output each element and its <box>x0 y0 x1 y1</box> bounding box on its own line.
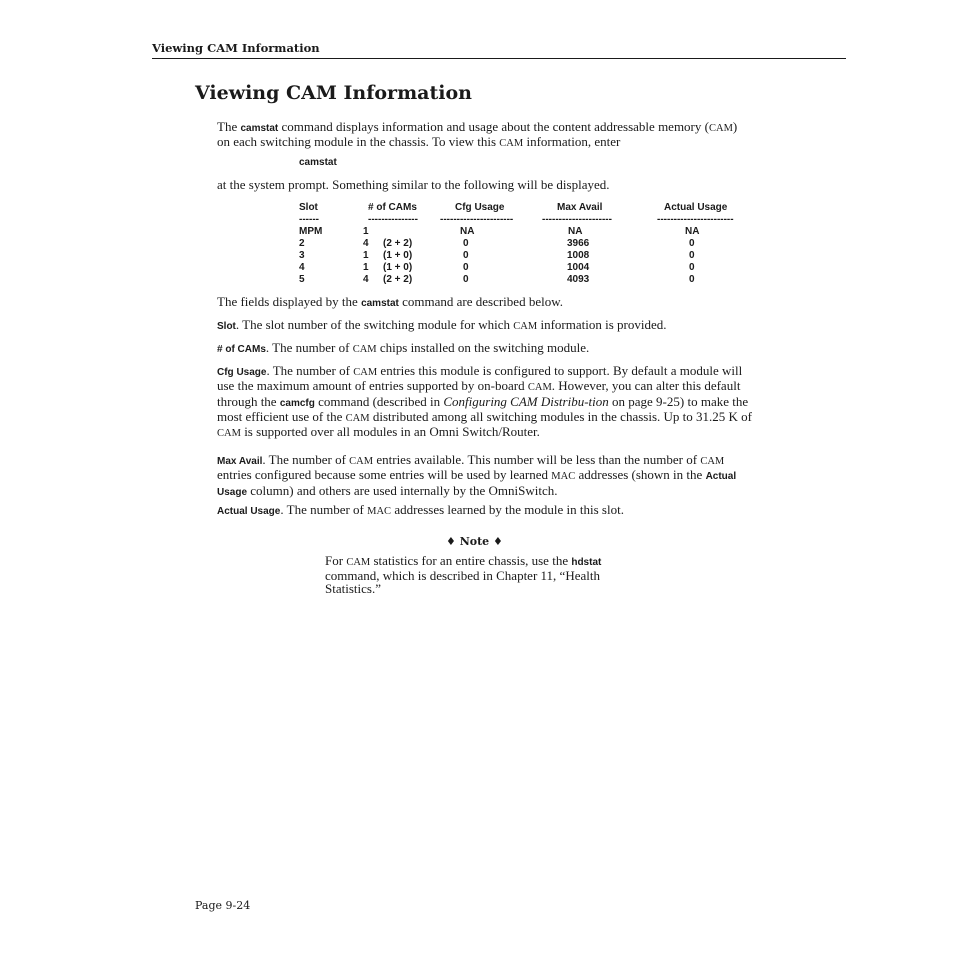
table-row <box>299 274 749 286</box>
table-row <box>299 262 749 274</box>
cell-cams: 1 <box>363 226 369 237</box>
table-row <box>299 238 749 250</box>
column-header-actual-usage: Actual Usage <box>664 202 728 213</box>
column-header-cams: # of CAMs <box>368 202 417 213</box>
command-name: hdstat <box>571 557 602 568</box>
dash-actual-usage: ----------------------- <box>657 214 734 225</box>
command-example: camstat <box>299 157 337 168</box>
cell-slot: 3 <box>299 250 305 261</box>
cell-cams: 1 <box>363 262 369 273</box>
command-name: camstat <box>240 123 279 134</box>
column-header-max-avail: Max Avail <box>557 202 603 213</box>
table-header-row <box>299 202 749 214</box>
table-row <box>299 226 749 238</box>
field-term: Cfg Usage <box>217 367 267 378</box>
field-term: Actual Usage <box>217 506 281 517</box>
column-header-cfg-usage: Cfg Usage <box>455 202 505 213</box>
cell-cfg-usage: 0 <box>463 274 469 285</box>
dash-cfg-usage: ---------------------- <box>440 214 514 225</box>
prompt-paragraph: at the system prompt. Something similar to the following will be displayed. <box>217 177 610 192</box>
cell-cfg-usage: 0 <box>463 250 469 261</box>
section-title: Viewing CAM Information <box>195 82 472 104</box>
cell-max-avail: 4093 <box>567 274 590 285</box>
cell-slot: 2 <box>299 238 305 249</box>
cell-actual-usage: 0 <box>689 262 695 273</box>
cell-slot: MPM <box>299 226 323 237</box>
running-head: Viewing CAM Information <box>152 41 320 55</box>
cell-breakdown: (1 + 0) <box>383 250 413 261</box>
dash-cams: --------------- <box>368 214 418 225</box>
field-actual-usage: Actual Usage. The number of MAC addresses learned by the module in this slot. <box>217 502 624 517</box>
field-cams: # of CAMs. The number of CAM chips installed on the switching module. <box>217 340 590 355</box>
column-header-slot: Slot <box>299 202 318 213</box>
cell-max-avail: 1004 <box>567 262 590 273</box>
command-name: camstat <box>361 298 399 309</box>
cell-actual-usage: 0 <box>689 250 695 261</box>
field-term: Slot <box>217 321 236 332</box>
cell-cams: 4 <box>363 238 369 249</box>
fields-intro: The fields displayed by the camstat command are described below. <box>217 294 563 309</box>
cell-cfg-usage: NA <box>460 226 475 237</box>
cell-breakdown: (1 + 0) <box>383 262 413 273</box>
cross-reference-link[interactable]: Configuring CAM Distribu-tion <box>443 393 609 409</box>
dash-max-avail: --------------------- <box>542 214 612 225</box>
dash-slot: ------ <box>299 214 319 225</box>
cell-actual-usage: 0 <box>689 274 695 285</box>
table-dash-row <box>299 214 749 225</box>
page-number: Page 9-24 <box>195 899 251 912</box>
cell-cams: 1 <box>363 250 369 261</box>
cell-max-avail: 1008 <box>567 250 590 261</box>
column-reference: Actual Usage <box>217 471 737 498</box>
cell-cfg-usage: 0 <box>463 238 469 249</box>
note-body: For CAM statistics for an entire chassis, use the hdstat command, which is described in Chapter 11, “Health Statistics.” <box>325 553 602 596</box>
field-max-avail: Max Avail. The number of CAM entries available. This number will be less than the number of CAM entries configured because some entries will be used by learned MAC addresses (shown in the Actual Usage column) and others are used internally by the OmniSwitch. <box>217 452 737 498</box>
cell-breakdown: (2 + 2) <box>383 238 413 249</box>
command-name: camcfg <box>279 397 315 409</box>
field-term: Max Avail <box>217 456 263 467</box>
cell-breakdown: (2 + 2) <box>383 274 413 285</box>
cell-cams: 4 <box>363 274 369 285</box>
cell-cfg-usage: 0 <box>463 262 469 273</box>
cell-slot: 5 <box>299 274 305 285</box>
intro-paragraph: The camstat command displays information and usage about the content addressable memory (CAM) on each switching module in the chassis. To view this CAM information, enter <box>217 119 738 150</box>
cell-max-avail: 3966 <box>567 238 590 249</box>
cell-actual-usage: NA <box>685 226 700 237</box>
cell-max-avail: NA <box>568 226 583 237</box>
cell-actual-usage: 0 <box>689 238 695 249</box>
field-cfg-usage: Cfg Usage. The number of CAM entries this module is configured to support. By default a module will use the maximum amount of entries supported by on-board CAM. However, you can alter this default through the camcfg command (described in Configuring CAM Distribu-tion on page 9-25) to make the most efficient use of the CAM distributed among all switching modules in the chassis. Up to 31.25 K of CAM is supported over all modules in an Omni Switch/Router. <box>217 363 752 440</box>
cam-table <box>299 202 749 286</box>
field-term: # of CAMs <box>217 344 266 355</box>
note-title: ♦ Note ♦ <box>446 535 503 548</box>
field-slot: Slot. The slot number of the switching module for which CAM information is provided. <box>217 317 667 332</box>
header-rule <box>152 58 846 59</box>
cell-slot: 4 <box>299 262 305 273</box>
table-row <box>299 250 749 262</box>
